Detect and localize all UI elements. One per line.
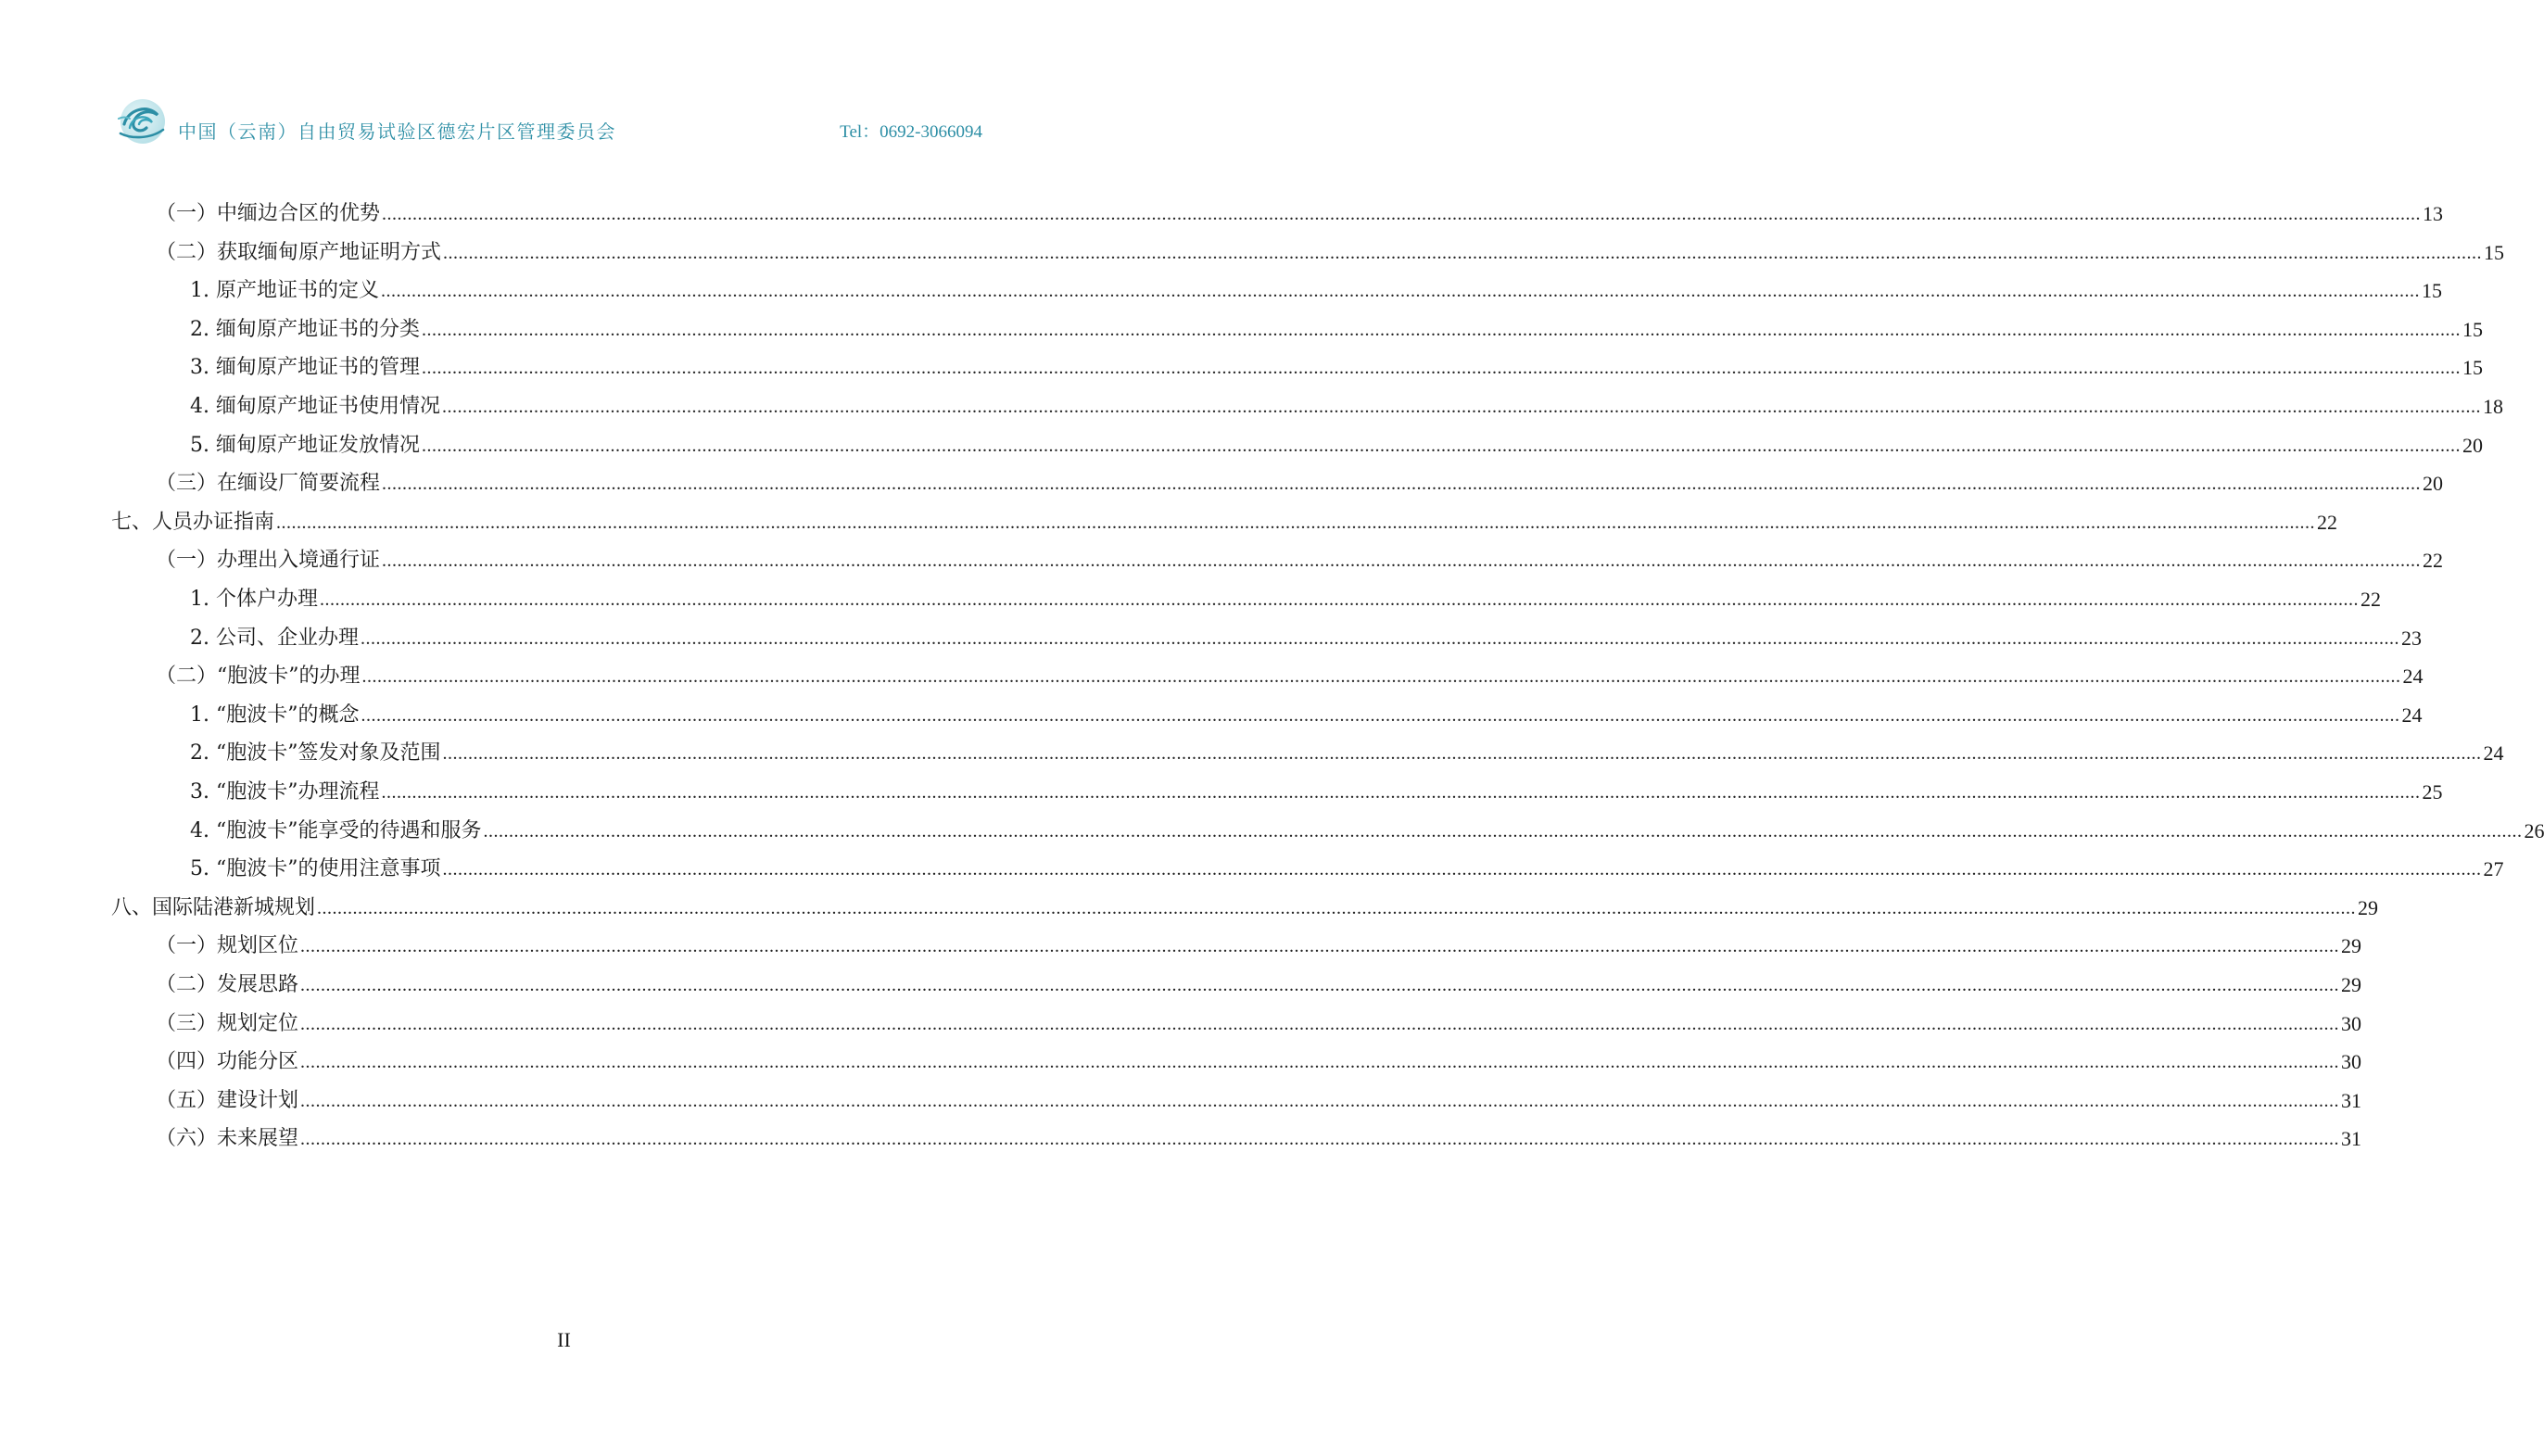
toc-entry[interactable] (156, 1045, 2362, 1076)
toc-entry[interactable] (190, 736, 2504, 767)
toc-entry[interactable] (156, 1083, 2362, 1115)
toc-entry-title: 3. “胞波卡”办理流程 (190, 780, 380, 804)
toc-entry[interactable] (156, 235, 2505, 267)
toc-entry-page: 26 (2524, 819, 2544, 842)
toc-entry[interactable] (156, 466, 2444, 498)
toc-dot-leader: ................................................................................................................................................................................................................................................................................................................................................................................................................ (361, 705, 2400, 726)
toc-dot-leader: ................................................................................................................................................................................................................................................................................................................................................................................................................ (360, 628, 2399, 649)
toc-dot-leader: ................................................................................................................................................................................................................................................................................................................................................................................................................ (300, 936, 2340, 956)
toc-entry-title: （三）规划定位 (156, 1012, 299, 1035)
toc-dot-leader: ................................................................................................................................................................................................................................................................................................................................................................................................................ (319, 589, 2359, 610)
toc-entry-title: （六）未来展望 (156, 1127, 299, 1150)
toc-entry[interactable] (156, 968, 2362, 999)
toc-entry[interactable] (190, 852, 2504, 883)
toc-dot-leader: ................................................................................................................................................................................................................................................................................................................................................................................................................ (276, 513, 2316, 533)
toc-dot-leader: ................................................................................................................................................................................................................................................................................................................................................................................................................ (421, 436, 2461, 456)
toc-entry-title: 2. “胞波卡”签发对象及范围 (190, 741, 441, 765)
toc-entry-page: 29 (2341, 973, 2362, 996)
toc-dot-leader: ................................................................................................................................................................................................................................................................................................................................................................................................................ (361, 666, 2401, 687)
toc-entry-title: 2. 缅甸原产地证书的分类 (190, 318, 420, 341)
toc-entry-title: （一）中缅边合区的优势 (156, 202, 381, 225)
toc-entry-title: （二）“胞波卡”的办理 (156, 665, 361, 688)
toc-entry[interactable] (190, 428, 2483, 460)
toc-entry-title: （五）建设计划 (156, 1089, 299, 1112)
toc-entry-page: 30 (2341, 1012, 2362, 1035)
toc-dot-leader: ................................................................................................................................................................................................................................................................................................................................................................................................................ (317, 898, 2357, 918)
wave-swirl-logo-icon (115, 96, 167, 146)
page-header (115, 96, 995, 148)
toc-dot-leader: ................................................................................................................................................................................................................................................................................................................................................................................................................ (442, 859, 2482, 880)
toc-entry-title: （二）发展思路 (156, 973, 299, 996)
toc-entry-page: 24 (2483, 741, 2504, 765)
toc-entry[interactable] (156, 929, 2362, 960)
toc-entry-page: 15 (2462, 356, 2483, 379)
toc-entry-page: 20 (2423, 472, 2444, 495)
toc-entry-title: 1. 原产地证书的定义 (190, 279, 379, 302)
telephone-number: Tel：0692-3066094 (840, 122, 982, 142)
organization-name: 中国（云南）自由贸易试验区德宏片区管理委员会 (178, 120, 616, 143)
toc-entry-title: （一）办理出入境通行证 (156, 549, 381, 572)
toc-entry-page: 22 (2423, 549, 2444, 572)
toc-entry[interactable] (190, 389, 2503, 421)
toc-dot-leader: ................................................................................................................................................................................................................................................................................................................................................................................................................ (300, 975, 2340, 995)
toc-dot-leader: ................................................................................................................................................................................................................................................................................................................................................................................................................ (382, 551, 2422, 571)
toc-entry[interactable] (190, 312, 2483, 344)
toc-entry-title: （二）获取缅甸原产地证明方式 (156, 241, 442, 264)
toc-entry[interactable] (156, 196, 2444, 228)
toc-dot-leader: ................................................................................................................................................................................................................................................................................................................................................................................................................ (382, 204, 2422, 224)
toc-dot-leader: ................................................................................................................................................................................................................................................................................................................................................................................................................ (483, 821, 2523, 842)
toc-entry[interactable] (190, 273, 2442, 305)
toc-dot-leader: ................................................................................................................................................................................................................................................................................................................................................................................................................ (382, 474, 2422, 494)
toc-entry[interactable] (190, 698, 2423, 729)
toc-entry[interactable] (156, 1121, 2362, 1153)
toc-entry[interactable] (190, 621, 2422, 652)
toc-entry[interactable] (156, 543, 2444, 575)
toc-entry-page: 22 (2317, 511, 2338, 534)
toc-dot-leader: ................................................................................................................................................................................................................................................................................................................................................................................................................ (380, 281, 2420, 301)
toc-entry-title: （一）规划区位 (156, 934, 299, 957)
toc-entry[interactable] (111, 891, 2379, 922)
toc-dot-leader: ................................................................................................................................................................................................................................................................................................................................................................................................................ (442, 743, 2482, 764)
toc-entry[interactable] (156, 659, 2424, 690)
toc-entry-page: 15 (2462, 318, 2483, 341)
toc-dot-leader: ................................................................................................................................................................................................................................................................................................................................................................................................................ (441, 397, 2481, 417)
toc-entry[interactable] (190, 814, 2544, 845)
toc-entry-page: 15 (2484, 241, 2505, 264)
page-number: II (557, 1328, 571, 1351)
toc-entry-page: 15 (2421, 279, 2442, 302)
toc-entry-title: 1. 个体户办理 (190, 588, 318, 611)
toc-entry-title: （四）功能分区 (156, 1050, 299, 1073)
toc-entry[interactable] (190, 350, 2483, 382)
toc-entry-page: 18 (2482, 395, 2503, 418)
toc-entry-title: 4. “胞波卡”能享受的待遇和服务 (190, 819, 482, 842)
toc-entry-page: 24 (2401, 703, 2423, 727)
toc-entry-title: 1. “胞波卡”的概念 (190, 703, 360, 727)
toc-entry-title: 4. 缅甸原产地证书使用情况 (190, 395, 440, 418)
toc-entry-page: 20 (2462, 434, 2483, 457)
toc-dot-leader: ................................................................................................................................................................................................................................................................................................................................................................................................................ (421, 320, 2461, 340)
toc-entry[interactable] (156, 1007, 2362, 1038)
toc-entry-page: 23 (2400, 627, 2422, 650)
toc-dot-leader: ................................................................................................................................................................................................................................................................................................................................................................................................................ (300, 1052, 2340, 1072)
toc-entry-title: 5. 缅甸原产地证发放情况 (190, 434, 420, 457)
toc-entry-page: 25 (2422, 780, 2443, 804)
toc-dot-leader: ................................................................................................................................................................................................................................................................................................................................................................................................................ (300, 1014, 2340, 1034)
toc-entry-page: 22 (2360, 588, 2381, 611)
toc-entry-title: 八、国际陆港新城规划 (111, 896, 316, 919)
toc-entry-title: （三）在缅设厂简要流程 (156, 472, 381, 495)
toc-entry-title: 3. 缅甸原产地证书的管理 (190, 356, 420, 379)
toc-dot-leader: ................................................................................................................................................................................................................................................................................................................................................................................................................ (443, 243, 2483, 263)
toc-dot-leader: ................................................................................................................................................................................................................................................................................................................................................................................................................ (300, 1129, 2340, 1149)
toc-dot-leader: ................................................................................................................................................................................................................................................................................................................................................................................................................ (421, 358, 2461, 378)
toc-entry-title: 5. “胞波卡”的使用注意事项 (190, 857, 441, 880)
toc-entry-page: 29 (2341, 934, 2362, 957)
toc-dot-leader: ................................................................................................................................................................................................................................................................................................................................................................................................................ (381, 782, 2421, 803)
toc-entry-page: 13 (2423, 202, 2444, 225)
toc-entry-page: 27 (2483, 857, 2504, 880)
toc-entry-page: 31 (2341, 1089, 2362, 1112)
toc-entry-page: 31 (2341, 1127, 2362, 1150)
toc-entry[interactable] (190, 775, 2443, 806)
toc-entry-page: 30 (2341, 1050, 2362, 1073)
toc-entry-page: 29 (2358, 896, 2379, 919)
toc-entry[interactable] (111, 505, 2338, 537)
toc-entry-page: 24 (2402, 665, 2424, 688)
toc-entry-title: 2. 公司、企业办理 (190, 627, 359, 650)
toc-entry[interactable] (190, 582, 2381, 614)
toc-dot-leader: ................................................................................................................................................................................................................................................................................................................................................................................................................ (300, 1091, 2340, 1111)
toc-entry-title: 七、人员办证指南 (111, 511, 275, 534)
